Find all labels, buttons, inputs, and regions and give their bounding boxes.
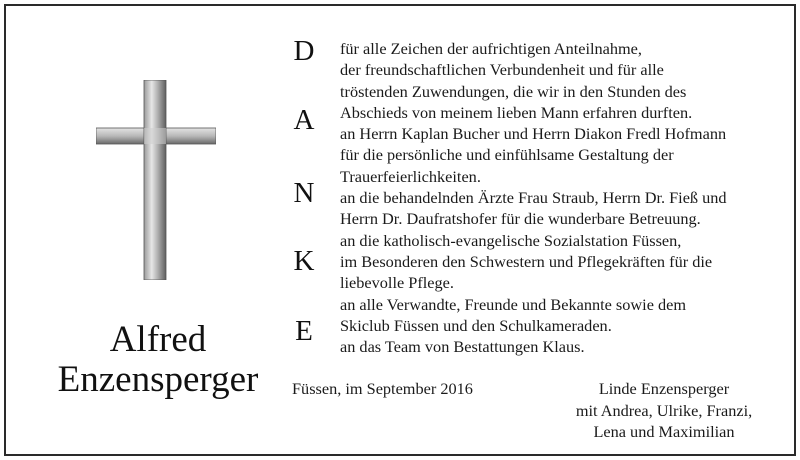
danke-letter-n: N bbox=[293, 177, 315, 209]
signature-line: mit Andrea, Ulrike, Franzi, bbox=[575, 400, 753, 420]
signature bbox=[546, 378, 782, 443]
text-line: für die persönliche und einfühlsame Gestaltung der bbox=[340, 145, 674, 165]
danke-letter-e: E bbox=[295, 315, 313, 347]
thank-you-text bbox=[340, 38, 790, 357]
signature-line: Linde Enzensperger bbox=[598, 379, 730, 398]
text-line: für alle Zeichen der aufrichtigen Anteilnahme, bbox=[340, 39, 642, 58]
text-line: tröstenden Zuwendungen, die wir in den Stunden des bbox=[340, 81, 687, 101]
text-line: an alle Verwandte, Freunde und Bekannte sowie dem bbox=[340, 294, 687, 314]
text-line: Skiclub Füssen und den Schulkameraden. bbox=[340, 315, 612, 335]
deceased-first-name: Alfred bbox=[109, 319, 207, 360]
text-line: an das Team von Bestattungen Klaus. bbox=[340, 337, 585, 357]
text-line: Trauerfeierlichkeiten. bbox=[340, 166, 481, 186]
text-line: an die katholisch-evangelische Sozialstation Füssen, bbox=[340, 230, 682, 250]
text-line: liebevolle Pflege. bbox=[340, 273, 454, 293]
text-line: der freundschaftlichen Verbundenheit und für alle bbox=[340, 60, 664, 80]
danke-letter-d: D bbox=[293, 35, 315, 67]
text-line: Herrn Dr. Daufratshofer für die wunderbare Betreuung. bbox=[340, 209, 701, 229]
danke-letter-a: A bbox=[293, 104, 315, 136]
text-line: an Herrn Kaplan Bucher und Herrn Diakon Fredl Hofmann bbox=[340, 124, 727, 144]
text-line: im Besonderen den Schwestern und Pflegekräften für die bbox=[340, 251, 713, 271]
place-date: Füssen, im September 2016 bbox=[292, 379, 473, 398]
obituary-card bbox=[4, 4, 796, 456]
deceased-name bbox=[34, 320, 282, 400]
cross-icon bbox=[96, 80, 216, 280]
deceased-last-name: Enzensperger bbox=[57, 359, 259, 400]
danke-letter-k: K bbox=[293, 245, 315, 277]
text-line: an die behandelnden Ärzte Frau Straub, Herrn Dr. Fieß und bbox=[340, 188, 727, 208]
signature-line: Lena und Maximilian bbox=[593, 422, 735, 441]
text-line: Abschieds von meinem lieben Mann erfahren durften. bbox=[340, 102, 693, 122]
